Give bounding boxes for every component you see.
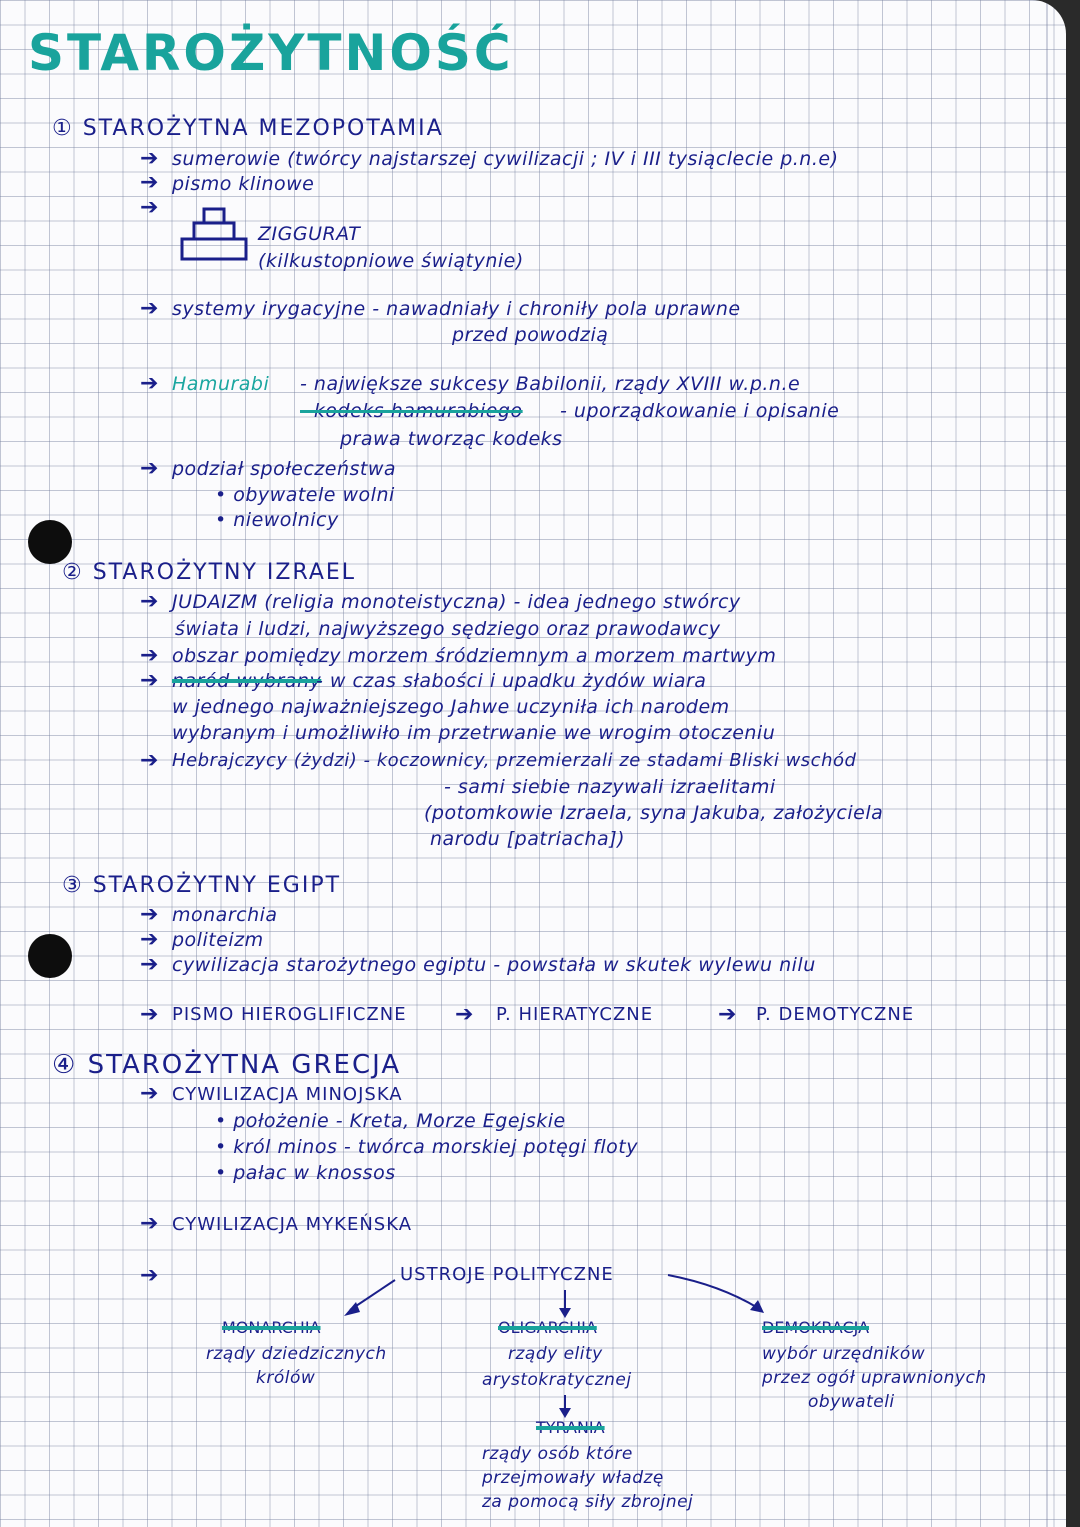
diagram-node-description: przejmowały władzę bbox=[482, 1468, 664, 1488]
bullet-arrow-icon: ➔ bbox=[140, 1002, 159, 1027]
diagram-node-description: królów bbox=[256, 1368, 316, 1388]
note-line: P. DEMOTYCZNE bbox=[756, 1004, 915, 1025]
bullet-arrow-icon: ➔ bbox=[140, 1263, 159, 1288]
diagram-root-node: USTROJE POLITYCZNE bbox=[400, 1264, 614, 1285]
note-subitem: • pałac w knossos bbox=[215, 1162, 396, 1184]
note-line: - największe sukcesy Babilonii, rządy XVIII w.p.n.e bbox=[300, 373, 801, 395]
bullet-arrow-icon: ➔ bbox=[140, 146, 159, 171]
bullet-arrow-icon: ➔ bbox=[140, 195, 159, 220]
note-line: P. HIERATYCZNE bbox=[496, 1004, 654, 1025]
bullet-arrow-icon: ➔ bbox=[140, 589, 159, 614]
note-line: PISMO HIEROGLIFICZNE bbox=[172, 1004, 407, 1025]
ziggurat-label: ZIGGURAT bbox=[258, 223, 361, 245]
bullet-arrow-icon: ➔ bbox=[140, 371, 159, 396]
note-line: przed powodzią bbox=[452, 324, 609, 346]
note-line: obszar pomiędzy morzem śródziemnym a morzem martwym bbox=[172, 645, 777, 667]
diagram-node-description: za pomocą siły zbrojnej bbox=[482, 1492, 694, 1512]
note-line: narodu [patriacha]) bbox=[430, 828, 626, 850]
note-subitem: • król minos - twórca morskiej potęgi floty bbox=[215, 1136, 638, 1158]
diagram-node-description: rządy dziedzicznych bbox=[206, 1344, 387, 1364]
note-line: - sami siebie nazywali izraelitami bbox=[444, 776, 776, 798]
note-line: CYWILIZACJA MYKEŃSKA bbox=[172, 1214, 413, 1235]
bullet-arrow-icon: ➔ bbox=[455, 1002, 474, 1027]
section-header-greece: ④ STAROŻYTNA GRECJA bbox=[52, 1050, 402, 1080]
diagram-node-description: wybór urzędników bbox=[762, 1344, 926, 1364]
section-header-mesopotamia: ① STAROŻYTNA MEZOPOTAMIA bbox=[52, 116, 444, 141]
bullet-arrow-icon: ➔ bbox=[140, 748, 159, 773]
note-line: świata i ludzi, najwyższego sędziego oraz prawodawcy bbox=[175, 618, 721, 640]
bullet-arrow-icon: ➔ bbox=[140, 927, 159, 952]
ziggurat-description: (kilkustopniowe świątynie) bbox=[258, 250, 524, 272]
diagram-node-tyranny: TYRANIA bbox=[536, 1418, 605, 1437]
bullet-arrow-icon: ➔ bbox=[140, 902, 159, 927]
diagram-node-democracy: DEMOKRACJA bbox=[762, 1318, 870, 1337]
note-line: - w czas słabości i upadku żydów wiara bbox=[316, 670, 707, 692]
bullet-arrow-icon: ➔ bbox=[140, 1081, 159, 1106]
note-line: monarchia bbox=[172, 904, 278, 926]
note-line: sumerowie (twórcy najstarszej cywilizacji ; IV i III tysiąclecie p.n.e) bbox=[172, 148, 839, 170]
diagram-node-description: arystokratycznej bbox=[482, 1370, 632, 1390]
note-line: politeizm bbox=[172, 929, 264, 951]
note-line: - uporządkowanie i opisanie bbox=[560, 400, 840, 422]
page-title: STAROŻYTNOŚĆ bbox=[28, 24, 514, 82]
note-line: podział społeczeństwa bbox=[172, 458, 397, 480]
note-keyword: Hamurabi bbox=[172, 373, 270, 395]
note-line: CYWILIZACJA MINOJSKA bbox=[172, 1084, 403, 1105]
diagram-node-description: obywateli bbox=[808, 1392, 895, 1412]
diagram-node-description: rządy osób które bbox=[482, 1444, 633, 1464]
note-line: systemy irygacyjne - nawadniały i chroniły pola uprawne bbox=[172, 298, 741, 320]
note-subitem: • obywatele wolni bbox=[215, 484, 395, 506]
bullet-arrow-icon: ➔ bbox=[140, 456, 159, 481]
note-line: JUDAIZM (religia monoteistyczna) - idea jednego stwórcy bbox=[172, 591, 741, 613]
bullet-arrow-icon: ➔ bbox=[140, 1211, 159, 1236]
diagram-node-monarchy: MONARCHIA bbox=[222, 1318, 321, 1337]
bullet-arrow-icon: ➔ bbox=[140, 952, 159, 977]
note-line: wybranym i umożliwiło im przetrwanie we wrogim otoczeniu bbox=[172, 722, 776, 744]
note-struck-text: - kodeks hamurabiego bbox=[300, 400, 523, 422]
note-subitem: • położenie - Kreta, Morze Egejskie bbox=[215, 1110, 566, 1132]
note-struck-text: naród wybrany bbox=[172, 670, 322, 692]
note-line: prawa tworząc kodeks bbox=[340, 428, 563, 450]
note-line: Hebrajczycy (żydzi) - koczownicy, przemierzali ze stadami Bliski wschód bbox=[172, 750, 857, 771]
section-header-egypt: ③ STAROŻYTNY EGIPT bbox=[62, 873, 342, 898]
note-line: cywilizacja starożytnego egiptu - powstała w skutek wylewu nilu bbox=[172, 954, 816, 976]
section-header-israel: ② STAROŻYTNY IZRAEL bbox=[62, 560, 357, 585]
note-line: w jednego najważniejszego Jahwe uczyniła ich narodem bbox=[172, 696, 730, 718]
note-line: (potomkowie Izraela, syna Jakuba, założyciela bbox=[424, 802, 884, 824]
diagram-node-description: rządy elity bbox=[508, 1344, 603, 1364]
bullet-arrow-icon: ➔ bbox=[140, 668, 159, 693]
diagram-node-oligarchy: OLIGARCHIA bbox=[498, 1318, 597, 1337]
bullet-arrow-icon: ➔ bbox=[718, 1002, 737, 1027]
diagram-node-description: przez ogół uprawnionych bbox=[762, 1368, 987, 1388]
bullet-arrow-icon: ➔ bbox=[140, 643, 159, 668]
bullet-arrow-icon: ➔ bbox=[140, 170, 159, 195]
bullet-arrow-icon: ➔ bbox=[140, 296, 159, 321]
note-subitem: • niewolnicy bbox=[215, 509, 339, 531]
note-line: pismo klinowe bbox=[172, 173, 315, 195]
